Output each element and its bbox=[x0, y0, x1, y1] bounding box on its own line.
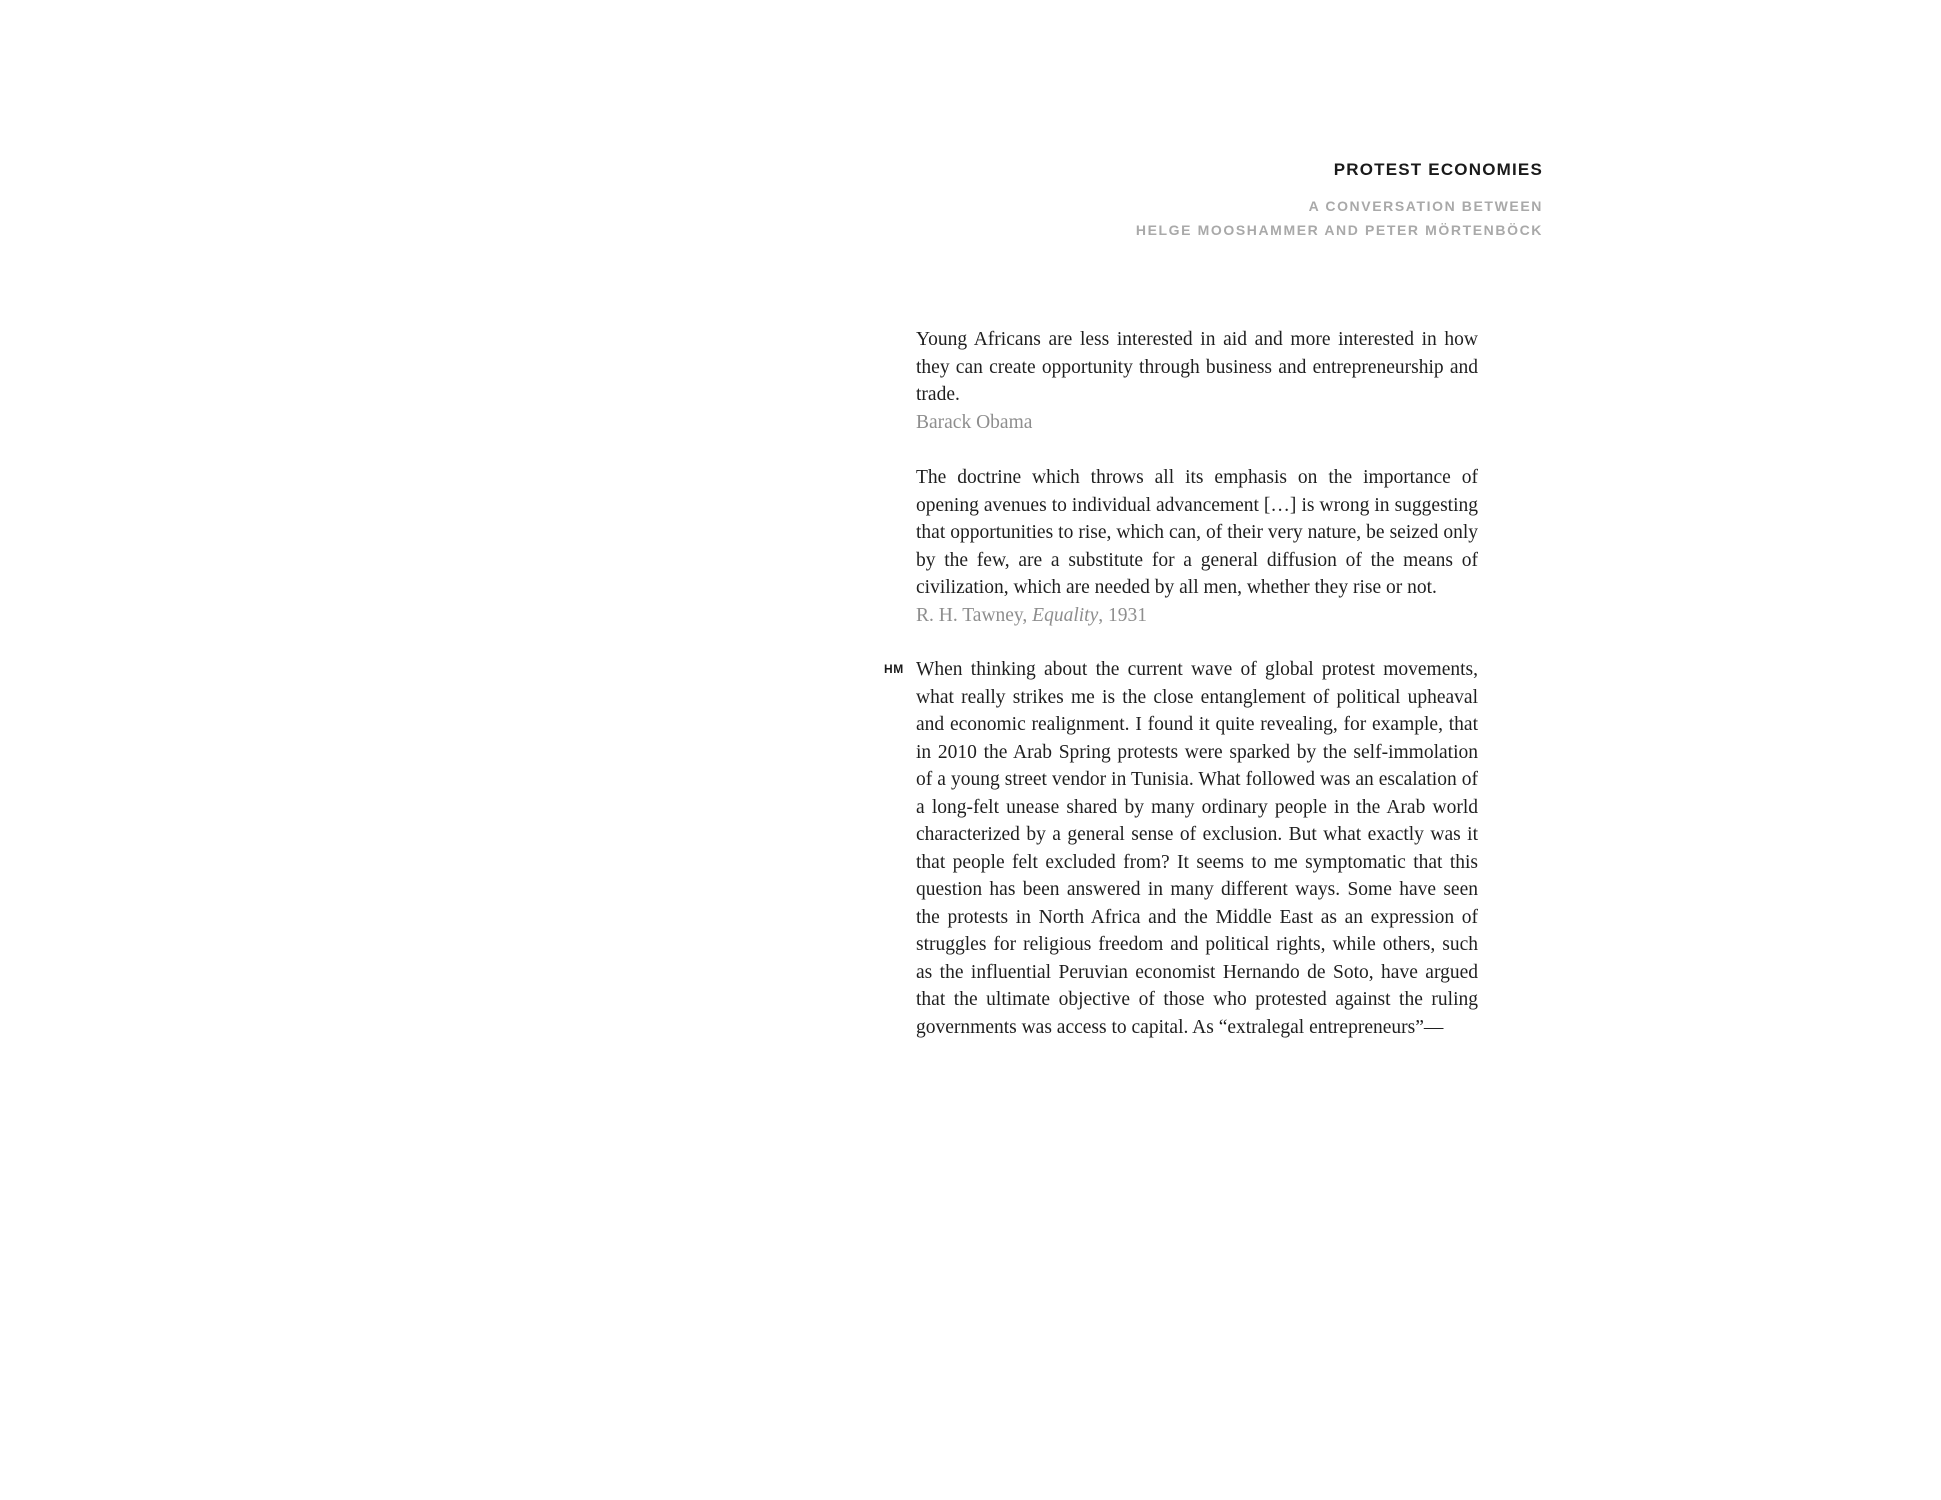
speaker-label-hm: HM bbox=[884, 662, 904, 676]
page-title: PROTEST ECONOMIES bbox=[1333, 160, 1543, 179]
page-header bbox=[1136, 160, 1543, 242]
epigraph-section bbox=[916, 326, 1478, 657]
page-subtitle-line2: HELGE MOOSHAMMER AND PETER MÖRTENBÖCK bbox=[1135, 222, 1543, 238]
dialogue-paragraph: When thinking about the current wave of global protest movements, what really strikes me is the close entanglement of political upheaval and economic realignment. I found it quite revealing, for example, that in 2010 the Arab Spring protests were sparked by the self-immolation of a young street vendor in Tunisia. What followed was an escalation of a long-felt unease shared by many ordinary people in the Arab world characterized by a general sense of exclusion. But what exactly was it that people felt excluded from? It seems to me symptomatic that this question has been answered in many different ways. Some have seen the protests in North Africa and the Middle East as an expression of struggles for religious freedom and political rights, while others, such as the influential Peruvian economist Hernando de Soto, have argued that the ultimate objective of those who protested against the ruling governments was access to capital. As “extralegal entrepreneurs”— bbox=[916, 659, 1478, 1038]
attribution-year: , 1931 bbox=[1098, 604, 1147, 626]
epigraph-obama-text: Young Africans are less interested in aid and more interested in how they can create opportunity through business and entrepreneurship and trade. bbox=[916, 329, 1478, 405]
epigraph-tawney-attribution bbox=[916, 602, 1478, 630]
epigraph-tawney bbox=[916, 464, 1478, 629]
epigraph-obama-attribution: Barack Obama bbox=[916, 411, 1033, 433]
epigraph-obama bbox=[916, 326, 1478, 436]
attribution-work-title: Equality bbox=[1032, 604, 1099, 626]
epigraph-tawney-text: The doctrine which throws all its emphasis on the importance of opening avenues to individual advancement […] is wrong in suggesting that opportunities to rise, which can, of their very nature, be seized only by the few, are a substitute for a general diffusion of the means of civilization, which are needed by all men, whether they rise or not. bbox=[916, 467, 1478, 598]
attribution-author: R. H. Tawney, bbox=[916, 604, 1033, 626]
page-subtitle-line1: A CONVERSATION BETWEEN bbox=[1308, 198, 1543, 214]
